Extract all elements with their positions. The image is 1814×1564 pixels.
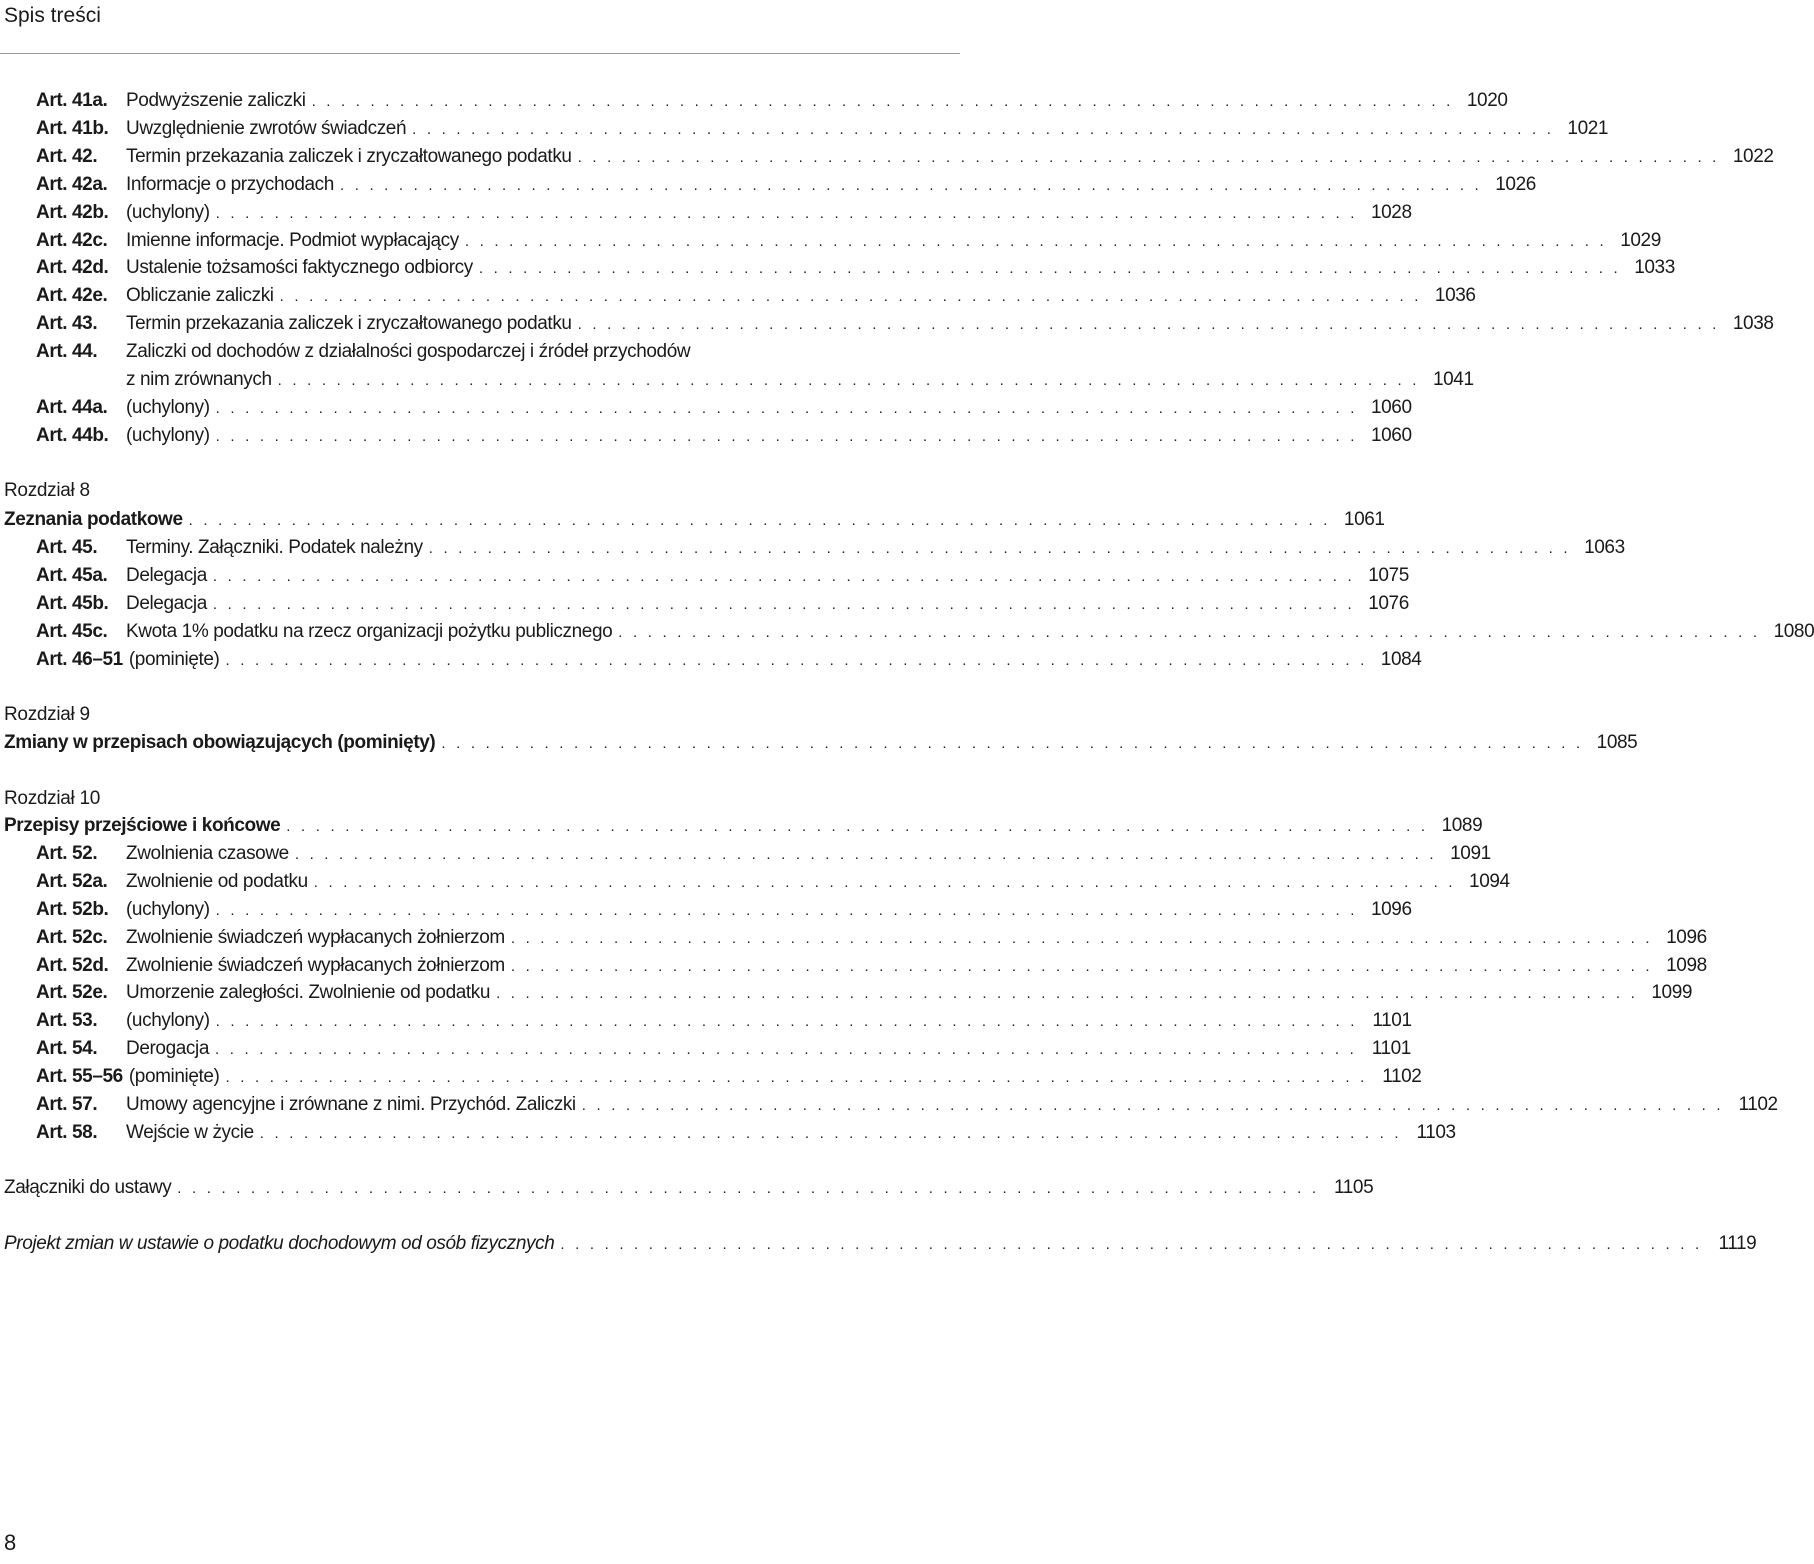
toc-entry[interactable] bbox=[36, 255, 1675, 281]
dot-leader: . . . . . . . . . . . . . . . . . . . . . . . . . . . . . . . . . . . . . . . . . . . . . . . . . . . . . . . . . . . . . . . . . . . . . . . . . . . . . . bbox=[215, 1041, 1357, 1058]
dot-leader: . . . . . . . . . . . . . . . . . . . . . . . . . . . . . . . . . . . . . . . . . . . . . . . . . . . . . . . . . . . . . . . . . . . . . . . . . . . . . . bbox=[478, 260, 1621, 277]
page-ref: 1101 bbox=[1372, 1010, 1412, 1031]
section-title: Załączniki do ustawy bbox=[4, 1177, 172, 1198]
page-ref: 1102 bbox=[1738, 1094, 1778, 1115]
entry-title: Umorzenie zaległości. Zwolnienie od podatku bbox=[126, 982, 491, 1003]
toc-section-heading[interactable] bbox=[4, 813, 1483, 839]
toc-entry-continuation[interactable] bbox=[36, 367, 1474, 393]
dot-leader: . . . . . . . . . . . . . . . . . . . . . . . . . . . . . . . . . . . . . . . . . . . . . . . . . . . . . . . . . . . . . . . . . . . . . . . . . . . . . . bbox=[577, 149, 1720, 166]
article-number: Art. 46–51 bbox=[36, 649, 123, 670]
section-title: Projekt zmian w ustawie o podatku dochodowym od osób fizycznych bbox=[4, 1233, 555, 1254]
toc-entry[interactable] bbox=[36, 980, 1693, 1006]
article-number: Art. 42c. bbox=[36, 230, 108, 251]
entry-title: (pominięte) bbox=[128, 1066, 220, 1087]
entry-title: (pominięte) bbox=[128, 649, 220, 670]
toc-entry[interactable] bbox=[36, 116, 1609, 142]
chapter-label: Rozdział 9 bbox=[4, 704, 90, 725]
page-ref: 1084 bbox=[1380, 649, 1422, 670]
page-ref: 1036 bbox=[1434, 285, 1476, 306]
article-number: Art. 57. bbox=[36, 1094, 98, 1115]
page-ref: 1060 bbox=[1370, 425, 1412, 446]
page-ref: 1022 bbox=[1732, 146, 1774, 167]
toc-entry[interactable] bbox=[36, 1064, 1422, 1090]
dot-leader: . . . . . . . . . . . . . . . . . . . . . . . . . . . . . . . . . . . . . . . . . . . . . . . . . . . . . . . . . . . . . . . . . . . . . . . . . . . . . . bbox=[188, 512, 1331, 529]
dot-leader: . . . . . . . . . . . . . . . . . . . . . . . . . . . . . . . . . . . . . . . . . . . . . . . . . . . . . . . . . . . . . . . . . . . . . . . . . . . . . . bbox=[215, 902, 1358, 919]
page-ref: 1029 bbox=[1620, 230, 1661, 251]
entry-title: Umowy agencyjne i zrównane z nimi. Przychód. Zaliczki bbox=[126, 1094, 576, 1115]
dot-leader: . . . . . . . . . . . . . . . . . . . . . . . . . . . . . . . . . . . . . . . . . . . . . . . . . . . . . . . . . . . . . . . . . . . . . . . . . . . . . . bbox=[225, 652, 1368, 669]
dot-leader: . . . . . . . . . . . . . . . . . . . . . . . . . . . . . . . . . . . . . . . . . . . . . . . . . . . . . . . . . . . . . . . . . . . . . . . . . . . . . . bbox=[313, 874, 1456, 891]
page-ref: 1080 bbox=[1773, 621, 1814, 642]
page-ref: 1020 bbox=[1466, 90, 1508, 111]
article-number: Art. 52c. bbox=[36, 927, 108, 948]
entry-title: (uchylony) bbox=[126, 899, 210, 920]
toc-entry[interactable] bbox=[36, 869, 1510, 895]
toc-entry[interactable] bbox=[36, 1120, 1456, 1146]
article-number: Art. 58. bbox=[36, 1122, 98, 1143]
entry-title: Terminy. Załączniki. Podatek należny bbox=[126, 537, 423, 558]
article-number: Art. 45c. bbox=[36, 621, 108, 642]
article-number: Art. 43. bbox=[36, 313, 98, 334]
toc-section-heading[interactable] bbox=[4, 507, 1385, 533]
entry-title: Zwolnienie świadczeń wypłacanych żołnierzom bbox=[126, 955, 505, 976]
dot-leader: . . . . . . . . . . . . . . . . . . . . . . . . . . . . . . . . . . . . . . . . . . . . . . . . . . . . . . . . . . . . . . . . . . . . . . . . . . . . . . bbox=[215, 205, 1358, 222]
article-number: Art. 42d. bbox=[36, 257, 109, 278]
toc-entry[interactable] bbox=[36, 841, 1491, 867]
entry-title: Termin przekazania zaliczek i zryczałtowanego podatku bbox=[126, 313, 572, 334]
article-number: Art. 42e. bbox=[36, 285, 108, 306]
entry-title: Ustalenie tożsamości faktycznego odbiorcy bbox=[126, 257, 473, 278]
toc-entry[interactable] bbox=[36, 563, 1409, 589]
entry-title: Uwzględnienie zwrotów świadczeń bbox=[126, 118, 407, 139]
article-number: Art. 45. bbox=[36, 537, 98, 558]
entry-title: (uchylony) bbox=[126, 202, 210, 223]
article-number: Art. 42b. bbox=[36, 202, 109, 223]
toc-entry[interactable] bbox=[36, 953, 1707, 979]
dot-leader: . . . . . . . . . . . . . . . . . . . . . . . . . . . . . . . . . . . . . . . . . . . . . . . . . . . . . . . . . . . . . . . . . . . . . . . . . . . . . . bbox=[277, 372, 1420, 389]
article-number: Art. 45a. bbox=[36, 565, 108, 586]
article-number: Art. 41b. bbox=[36, 118, 109, 139]
page-ref: 1026 bbox=[1495, 174, 1536, 195]
entry-title: Wejście w życie bbox=[126, 1122, 254, 1143]
toc-entry[interactable] bbox=[36, 311, 1774, 337]
dot-leader: . . . . . . . . . . . . . . . . . . . . . . . . . . . . . . . . . . . . . . . . . . . . . . . . . . . . . . . . . . . . . . . . . . . . . . . . . . . . . . bbox=[286, 818, 1429, 835]
dot-leader: . . . . . . . . . . . . . . . . . . . . . . . . . . . . . . . . . . . . . . . . . . . . . . . . . . . . . . . . . . . . . . . . . . . . . . . . . . . . . . bbox=[560, 1236, 1703, 1253]
toc-section-heading[interactable] bbox=[4, 1231, 1757, 1257]
article-number: Art. 44b. bbox=[36, 425, 109, 446]
entry-title: Termin przekazania zaliczek i zryczałtowanego podatku bbox=[126, 146, 572, 167]
dot-leader: . . . . . . . . . . . . . . . . . . . . . . . . . . . . . . . . . . . . . . . . . . . . . . . . . . . . . . . . . . . . . . . . . . . . . . . . . . . . . . bbox=[581, 1097, 1724, 1114]
dot-leader: . . . . . . . . . . . . . . . . . . . . . . . . . . . . . . . . . . . . . . . . . . . . . . . . . . . . . . . . . . . . . . . . . . . . . . . . . . . . . . bbox=[225, 1069, 1368, 1086]
dot-leader: . . . . . . . . . . . . . . . . . . . . . . . . . . . . . . . . . . . . . . . . . . . . . . . . . . . . . . . . . . . . . . . . . . . . . . . . . . . . . . bbox=[496, 985, 1639, 1002]
dot-leader: . . . . . . . . . . . . . . . . . . . . . . . . . . . . . . . . . . . . . . . . . . . . . . . . . . . . . . . . . . . . . . . . . . . . . . . . . . . . . . bbox=[212, 568, 1355, 585]
entry-title: Derogacja bbox=[126, 1038, 210, 1059]
page-ref: 1105 bbox=[1334, 1177, 1374, 1198]
article-number: Art. 45b. bbox=[36, 593, 109, 614]
page-ref: 1061 bbox=[1343, 509, 1385, 530]
entry-title: Zwolnienie świadczeń wypłacanych żołnierzom bbox=[126, 927, 505, 948]
entry-title: Zaliczki od dochodów z działalności gospodarczej i źródeł przychodów bbox=[126, 341, 691, 362]
toc-entry[interactable] bbox=[36, 88, 1508, 114]
article-number: Art. 52b. bbox=[36, 899, 109, 920]
article-number: Art. 42. bbox=[36, 146, 98, 167]
dot-leader: . . . . . . . . . . . . . . . . . . . . . . . . . . . . . . . . . . . . . . . . . . . . . . . . . . . . . . . . . . . . . . . . . . . . . . . . . . . . . . bbox=[464, 233, 1607, 250]
article-number: Art. 52d. bbox=[36, 955, 109, 976]
toc-entry[interactable] bbox=[36, 200, 1412, 226]
section-title: Przepisy przejściowe i końcowe bbox=[4, 815, 281, 836]
toc-entry[interactable] bbox=[36, 647, 1422, 673]
dot-leader: . . . . . . . . . . . . . . . . . . . . . . . . . . . . . . . . . . . . . . . . . . . . . . . . . . . . . . . . . . . . . . . . . . . . . . . . . . . . . . bbox=[279, 288, 1422, 305]
article-number: Art. 55–56 bbox=[36, 1066, 123, 1087]
dot-leader: . . . . . . . . . . . . . . . . . . . . . . . . . . . . . . . . . . . . . . . . . . . . . . . . . . . . . . . . . . . . . . . . . . . . . . . . . . . . . . bbox=[339, 177, 1482, 194]
dot-leader: . . . . . . . . . . . . . . . . . . . . . . . . . . . . . . . . . . . . . . . . . . . . . . . . . . . . . . . . . . . . . . . . . . . . . . . . . . . . . . bbox=[294, 846, 1437, 863]
entry-title: (uchylony) bbox=[126, 425, 210, 446]
page-ref: 1103 bbox=[1416, 1122, 1456, 1143]
toc-section-heading[interactable] bbox=[4, 730, 1638, 756]
article-number: Art. 54. bbox=[36, 1038, 98, 1059]
toc-entry[interactable] bbox=[36, 172, 1536, 198]
page-ref: 1076 bbox=[1368, 593, 1409, 614]
dot-leader: . . . . . . . . . . . . . . . . . . . . . . . . . . . . . . . . . . . . . . . . . . . . . . . . . . . . . . . . . . . . . . . . . . . . . . . . . . . . . . bbox=[259, 1125, 1402, 1142]
toc-entry[interactable] bbox=[36, 283, 1476, 309]
dot-leader: . . . . . . . . . . . . . . . . . . . . . . . . . . . . . . . . . . . . . . . . . . . . . . . . . . . . . . . . . . . . . . . . . . . . . . . . . . . . . . bbox=[215, 1013, 1358, 1030]
article-number: Art. 44a. bbox=[36, 397, 108, 418]
dot-leader: . . . . . . . . . . . . . . . . . . . . . . . . . . . . . . . . . . . . . . . . . . . . . . . . . . . . . . . . . . . . . . . . . . . . . . . . . . . . . . bbox=[311, 93, 1454, 110]
entry-title: Delegacja bbox=[126, 565, 207, 586]
page-ref: 1098 bbox=[1666, 955, 1707, 976]
page-ref: 1060 bbox=[1370, 397, 1412, 418]
toc-entry[interactable] bbox=[36, 423, 1412, 449]
toc-entry[interactable] bbox=[36, 619, 1814, 645]
page-ref: 1089 bbox=[1441, 815, 1483, 836]
page-ref: 1099 bbox=[1651, 982, 1693, 1003]
page-ref: 1101 bbox=[1371, 1038, 1411, 1059]
page-ref: 1094 bbox=[1469, 871, 1510, 892]
entry-title: Informacje o przychodach bbox=[126, 174, 334, 195]
page-ref: 1119 bbox=[1718, 1233, 1757, 1254]
page-ref: 1075 bbox=[1368, 565, 1409, 586]
toc-entry[interactable] bbox=[36, 591, 1409, 617]
page-ref: 1033 bbox=[1634, 257, 1675, 278]
dot-leader: . . . . . . . . . . . . . . . . . . . . . . . . . . . . . . . . . . . . . . . . . . . . . . . . . . . . . . . . . . . . . . . . . . . . . . . . . . . . . . bbox=[510, 930, 1653, 947]
toc-entry[interactable] bbox=[36, 228, 1661, 254]
dot-leader: . . . . . . . . . . . . . . . . . . . . . . . . . . . . . . . . . . . . . . . . . . . . . . . . . . . . . . . . . . . . . . . . . . . . . . . . . . . . . . bbox=[412, 121, 1555, 138]
toc-entry[interactable] bbox=[36, 1008, 1412, 1034]
entry-title: Obliczanie zaliczki bbox=[126, 285, 274, 306]
toc-entry[interactable] bbox=[36, 144, 1774, 170]
page-ref: 1085 bbox=[1596, 732, 1638, 753]
article-number: Art. 53. bbox=[36, 1010, 98, 1031]
article-number: Art. 41a. bbox=[36, 90, 108, 111]
entry-title: Zwolnienia czasowe bbox=[126, 843, 289, 864]
toc-entry[interactable] bbox=[36, 925, 1707, 951]
toc-entry[interactable] bbox=[36, 395, 1412, 421]
toc-section-heading[interactable] bbox=[4, 1175, 1374, 1201]
dot-leader: . . . . . . . . . . . . . . . . . . . . . . . . . . . . . . . . . . . . . . . . . . . . . . . . . . . . . . . . . . . . . . . . . . . . . . . . . . . . . . bbox=[428, 540, 1571, 557]
article-number: Art. 52a. bbox=[36, 871, 108, 892]
page-ref: 1063 bbox=[1584, 537, 1625, 558]
chapter-label: Rozdział 10 bbox=[4, 788, 100, 809]
chapter-label: Rozdział 8 bbox=[4, 480, 90, 501]
dot-leader: . . . . . . . . . . . . . . . . . . . . . . . . . . . . . . . . . . . . . . . . . . . . . . . . . . . . . . . . . . . . . . . . . . . . . . . . . . . . . . bbox=[510, 958, 1653, 975]
entry-title: (uchylony) bbox=[126, 397, 210, 418]
entry-title: Delegacja bbox=[126, 593, 207, 614]
entry-title: Zwolnienie od podatku bbox=[126, 871, 308, 892]
entry-title: (uchylony) bbox=[126, 1010, 210, 1031]
page-ref: 1021 bbox=[1567, 118, 1609, 139]
article-number: Art. 52. bbox=[36, 843, 98, 864]
entry-title: Kwota 1% podatku na rzecz organizacji pożytku publicznego bbox=[126, 621, 613, 642]
entry-title: Imienne informacje. Podmiot wypłacający bbox=[126, 230, 459, 251]
dot-leader: . . . . . . . . . . . . . . . . . . . . . . . . . . . . . . . . . . . . . . . . . . . . . . . . . . . . . . . . . . . . . . . . . . . . . . . . . . . . . . bbox=[618, 624, 1761, 641]
dot-leader: . . . . . . . . . . . . . . . . . . . . . . . . . . . . . . . . . . . . . . . . . . . . . . . . . . . . . . . . . . . . . . . . . . . . . . . . . . . . . . bbox=[212, 596, 1355, 613]
page-number: 8 bbox=[4, 1530, 17, 1555]
toc-entry[interactable] bbox=[36, 1036, 1411, 1062]
toc-entry[interactable] bbox=[36, 339, 956, 365]
section-title: Zmiany w przepisach obowiązujących (pominięty) bbox=[4, 732, 436, 753]
page-ref: 1038 bbox=[1732, 313, 1774, 334]
article-number: Art. 44. bbox=[36, 341, 98, 362]
section-title: Zeznania podatkowe bbox=[4, 509, 183, 530]
page-ref: 1102 bbox=[1382, 1066, 1422, 1087]
toc-entry[interactable] bbox=[36, 897, 1412, 923]
page-ref: 1091 bbox=[1450, 843, 1491, 864]
header-title: Spis treści bbox=[4, 4, 101, 27]
page-ref: 1096 bbox=[1666, 927, 1707, 948]
entry-title: z nim zrównanych bbox=[126, 369, 272, 390]
dot-leader: . . . . . . . . . . . . . . . . . . . . . . . . . . . . . . . . . . . . . . . . . . . . . . . . . . . . . . . . . . . . . . . . . . . . . . . . . . . . . . bbox=[177, 1180, 1320, 1197]
page-ref: 1041 bbox=[1432, 369, 1474, 390]
toc-entry[interactable] bbox=[36, 535, 1625, 561]
page-ref: 1096 bbox=[1370, 899, 1412, 920]
article-number: Art. 52e. bbox=[36, 982, 108, 1003]
dot-leader: . . . . . . . . . . . . . . . . . . . . . . . . . . . . . . . . . . . . . . . . . . . . . . . . . . . . . . . . . . . . . . . . . . . . . . . . . . . . . . bbox=[577, 316, 1720, 333]
dot-leader: . . . . . . . . . . . . . . . . . . . . . . . . . . . . . . . . . . . . . . . . . . . . . . . . . . . . . . . . . . . . . . . . . . . . . . . . . . . . . . bbox=[215, 428, 1358, 445]
dot-leader: . . . . . . . . . . . . . . . . . . . . . . . . . . . . . . . . . . . . . . . . . . . . . . . . . . . . . . . . . . . . . . . . . . . . . . . . . . . . . . bbox=[441, 735, 1584, 752]
dot-leader: . . . . . . . . . . . . . . . . . . . . . . . . . . . . . . . . . . . . . . . . . . . . . . . . . . . . . . . . . . . . . . . . . . . . . . . . . . . . . . bbox=[215, 400, 1358, 417]
article-number: Art. 42a. bbox=[36, 174, 108, 195]
page-ref: 1028 bbox=[1370, 202, 1412, 223]
toc-entry[interactable] bbox=[36, 1092, 1778, 1118]
entry-title: Podwyższenie zaliczki bbox=[126, 90, 306, 111]
